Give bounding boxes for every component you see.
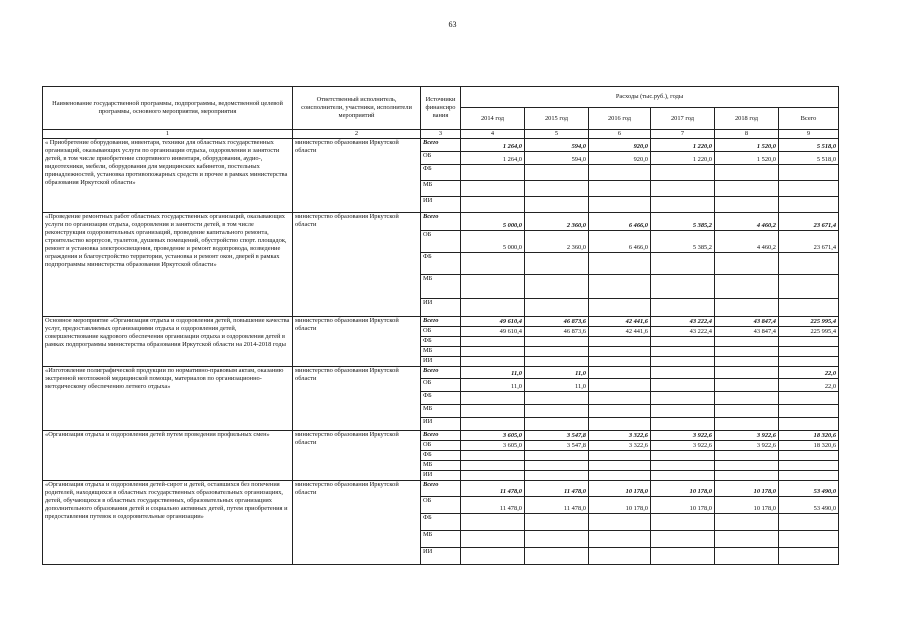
year-value-cell <box>525 347 589 357</box>
year-value-cell <box>651 367 715 379</box>
funding-source-cell: ИИ <box>421 299 461 317</box>
total-value-cell <box>779 392 839 405</box>
year-value-cell: 11,0 <box>461 379 525 392</box>
total-value-cell: 225 995,4 <box>779 327 839 337</box>
year-value-cell: 4 460,2 <box>715 213 779 231</box>
year-value-cell <box>715 392 779 405</box>
year-value-cell <box>525 197 589 213</box>
budget-table <box>42 86 839 565</box>
year-value-cell <box>651 451 715 461</box>
total-value-cell <box>779 514 839 531</box>
year-value-cell <box>651 471 715 481</box>
funding-source-cell: ФБ <box>421 337 461 347</box>
year-value-cell: 3 922,6 <box>715 441 779 451</box>
year-value-cell <box>525 299 589 317</box>
funding-source-cell: ОБ <box>421 441 461 451</box>
year-value-cell: 3 605,0 <box>461 431 525 441</box>
year-value-cell <box>525 165 589 181</box>
year-value-cell: 5 385,2 <box>651 231 715 253</box>
year-value-cell <box>461 337 525 347</box>
total-value-cell: 53 490,0 <box>779 497 839 514</box>
header-year-cell: 2018 год <box>715 108 779 130</box>
activity-name-cell: « Приобретение оборудования, инвентаря, техники для областных государственных организаций, оказывающих услуги по организации отдыха, оздоровления и занятости детей, в том числе приобретение спортивного инвентаря, оборудования, аудио-, видеотехники, мебели, оборудования для медицинских кабинетов, постельных принадлежностей, установка противопожарных средств и прочее в рамках министерства образования Иркутской области» <box>43 139 293 213</box>
year-value-cell <box>589 299 651 317</box>
funding-source-cell: МБ <box>421 275 461 299</box>
year-value-cell: 5 385,2 <box>651 213 715 231</box>
year-value-cell: 42 441,6 <box>589 327 651 337</box>
year-value-cell <box>461 181 525 197</box>
year-value-cell: 11 478,0 <box>525 497 589 514</box>
total-value-cell: 5 518,0 <box>779 152 839 165</box>
year-value-cell: 46 873,6 <box>525 317 589 327</box>
year-value-cell <box>461 299 525 317</box>
header-total-cell: Всего <box>779 108 839 130</box>
year-value-cell <box>525 548 589 565</box>
executor-cell: министерство образования Иркутской области <box>293 139 421 213</box>
column-number: 3 <box>421 130 461 139</box>
total-value-cell <box>779 357 839 367</box>
year-value-cell: 3 322,6 <box>589 441 651 451</box>
year-value-cell <box>715 367 779 379</box>
year-value-cell: 10 178,0 <box>589 497 651 514</box>
funding-source-cell: ОБ <box>421 327 461 337</box>
activity-name-cell: «Изготовление полиграфической продукции по нормативно-правовым актам, оказанию экстренной неотложной медицинской помощи, материалов по организационно-методическому обеспечению летнего отдыха» <box>43 367 293 431</box>
year-value-cell <box>651 357 715 367</box>
year-value-cell: 11 478,0 <box>525 481 589 497</box>
year-value-cell: 2 360,0 <box>525 231 589 253</box>
funding-source-cell: ИИ <box>421 418 461 431</box>
year-value-cell <box>589 253 651 275</box>
table-body <box>43 139 839 565</box>
year-value-cell <box>461 531 525 548</box>
total-value-cell <box>779 418 839 431</box>
total-value-cell <box>779 531 839 548</box>
year-value-cell <box>651 392 715 405</box>
year-value-cell <box>715 379 779 392</box>
table-row <box>43 431 839 441</box>
year-value-cell <box>461 405 525 418</box>
year-value-cell <box>715 531 779 548</box>
year-value-cell: 594,0 <box>525 139 589 152</box>
funding-source-cell: Всего <box>421 481 461 497</box>
total-value-cell <box>779 181 839 197</box>
year-value-cell: 1 264,0 <box>461 139 525 152</box>
year-value-cell <box>525 275 589 299</box>
total-value-cell <box>779 347 839 357</box>
year-value-cell <box>651 299 715 317</box>
year-value-cell: 46 873,6 <box>525 327 589 337</box>
year-value-cell <box>525 514 589 531</box>
year-value-cell: 6 466,0 <box>589 213 651 231</box>
funding-source-cell: ФБ <box>421 253 461 275</box>
funding-source-cell: МБ <box>421 181 461 197</box>
year-value-cell <box>715 451 779 461</box>
year-value-cell: 43 847,4 <box>715 317 779 327</box>
year-value-cell: 5 000,0 <box>461 231 525 253</box>
year-value-cell <box>525 418 589 431</box>
total-value-cell <box>779 451 839 461</box>
year-value-cell <box>589 357 651 367</box>
year-value-cell <box>589 337 651 347</box>
header-year-cell: 2014 год <box>461 108 525 130</box>
funding-source-cell: Всего <box>421 367 461 379</box>
executor-cell: министерство образования Иркутской области <box>293 431 421 481</box>
year-value-cell <box>715 299 779 317</box>
total-value-cell: 18 320,6 <box>779 441 839 451</box>
total-value-cell <box>779 165 839 181</box>
year-value-cell: 10 178,0 <box>651 481 715 497</box>
year-value-cell: 5 000,0 <box>461 213 525 231</box>
year-value-cell: 11,0 <box>461 367 525 379</box>
year-value-cell: 3 922,6 <box>715 431 779 441</box>
year-value-cell: 1 220,0 <box>651 152 715 165</box>
year-value-cell: 3 547,8 <box>525 441 589 451</box>
total-value-cell: 22,0 <box>779 367 839 379</box>
activity-name-cell: Основное мероприятие «Организация отдыха и оздоровления детей, повышение качества услуг, предоставляемых организациями отдыха и оздоровления детей, совершенствование кадрового обеспечения организации отдыха и оздоровления детей в рамках подпрограммы министерства образования Иркутской области на 2014-2018 годы <box>43 317 293 367</box>
year-value-cell: 2 360,0 <box>525 213 589 231</box>
year-value-cell <box>651 275 715 299</box>
executor-cell: министерство образования Иркутской области <box>293 481 421 565</box>
funding-source-cell: ИИ <box>421 548 461 565</box>
year-value-cell <box>651 418 715 431</box>
year-value-cell <box>525 531 589 548</box>
year-value-cell <box>589 392 651 405</box>
funding-source-cell: Всего <box>421 213 461 231</box>
year-value-cell: 1 520,0 <box>715 152 779 165</box>
year-value-cell: 43 222,4 <box>651 317 715 327</box>
header-year-cell: 2015 год <box>525 108 589 130</box>
year-value-cell: 11 478,0 <box>461 481 525 497</box>
column-number: 6 <box>589 130 651 139</box>
column-number: 2 <box>293 130 421 139</box>
year-value-cell <box>589 514 651 531</box>
year-value-cell: 6 466,0 <box>589 231 651 253</box>
funding-source-cell: ОБ <box>421 497 461 514</box>
column-number: 1 <box>43 130 293 139</box>
year-value-cell <box>589 548 651 565</box>
header-year-cell: 2017 год <box>651 108 715 130</box>
year-value-cell <box>715 405 779 418</box>
year-value-cell: 42 441,6 <box>589 317 651 327</box>
year-value-cell <box>715 197 779 213</box>
year-value-cell: 3 922,6 <box>651 431 715 441</box>
year-value-cell: 920,0 <box>589 139 651 152</box>
funding-source-cell: МБ <box>421 461 461 471</box>
year-value-cell <box>651 379 715 392</box>
year-value-cell: 49 610,4 <box>461 317 525 327</box>
year-value-cell: 3 322,6 <box>589 431 651 441</box>
year-value-cell <box>715 347 779 357</box>
total-value-cell <box>779 548 839 565</box>
year-value-cell <box>651 165 715 181</box>
table-row <box>43 139 839 152</box>
activity-name-cell: «Проведение ремонтных работ областных государственных организаций, оказывающих услуги по организации отдыха, оздоровления и занятости детей, в том числе реконструкция оздоровительных организаций, проведение капитального ремонта, строительство корпусов, туалетов, душевых помещений, обустройство спорт. площадок, ремонт и установка электроосвещения, проведение и ремонт водопровода, возведение ограждения и благоустройство территории, установка и ремонт окон, дверей в рамках подпрограммы министерства образования Иркутской области» <box>43 213 293 317</box>
total-value-cell <box>779 299 839 317</box>
table-row <box>43 481 839 497</box>
year-value-cell <box>589 418 651 431</box>
year-value-cell: 1 220,0 <box>651 139 715 152</box>
year-value-cell <box>589 379 651 392</box>
year-value-cell: 11,0 <box>525 379 589 392</box>
funding-source-cell: ФБ <box>421 451 461 461</box>
year-value-cell <box>461 471 525 481</box>
total-value-cell <box>779 405 839 418</box>
year-value-cell <box>589 471 651 481</box>
year-value-cell: 49 610,4 <box>461 327 525 337</box>
year-value-cell: 3 547,8 <box>525 431 589 441</box>
year-value-cell: 4 460,2 <box>715 231 779 253</box>
year-value-cell <box>461 165 525 181</box>
total-value-cell: 5 518,0 <box>779 139 839 152</box>
year-value-cell: 10 178,0 <box>715 481 779 497</box>
funding-source-cell: ФБ <box>421 514 461 531</box>
year-value-cell <box>525 471 589 481</box>
year-value-cell <box>525 392 589 405</box>
funding-source-cell: ИИ <box>421 471 461 481</box>
year-value-cell <box>715 514 779 531</box>
year-value-cell <box>461 461 525 471</box>
page-number: 63 <box>448 20 457 29</box>
year-value-cell: 10 178,0 <box>715 497 779 514</box>
year-value-cell <box>715 461 779 471</box>
year-value-cell <box>715 471 779 481</box>
column-number: 7 <box>651 130 715 139</box>
year-value-cell <box>651 181 715 197</box>
total-value-cell: 53 490,0 <box>779 481 839 497</box>
header-name-cell: Наименование государственной программы, подпрограммы, ведомственной целевой программы, основного мероприятия, мероприятия <box>43 87 293 130</box>
header-source-cell: Источники финансиро вания <box>421 87 461 130</box>
total-value-cell <box>779 197 839 213</box>
year-value-cell: 10 178,0 <box>651 497 715 514</box>
funding-source-cell: ИИ <box>421 197 461 213</box>
year-value-cell <box>589 405 651 418</box>
funding-source-cell: МБ <box>421 347 461 357</box>
executor-cell: министерство образования Иркутской области <box>293 317 421 367</box>
year-value-cell <box>589 165 651 181</box>
year-value-cell: 1 264,0 <box>461 152 525 165</box>
year-value-cell <box>461 253 525 275</box>
year-value-cell: 594,0 <box>525 152 589 165</box>
funding-source-cell: ФБ <box>421 392 461 405</box>
year-value-cell <box>589 367 651 379</box>
total-value-cell <box>779 461 839 471</box>
year-value-cell <box>715 181 779 197</box>
year-value-cell <box>651 514 715 531</box>
column-number: 8 <box>715 130 779 139</box>
total-value-cell <box>779 275 839 299</box>
year-value-cell: 43 222,4 <box>651 327 715 337</box>
total-value-cell <box>779 471 839 481</box>
column-number: 5 <box>525 130 589 139</box>
year-value-cell: 3 605,0 <box>461 441 525 451</box>
year-value-cell <box>525 337 589 347</box>
year-value-cell: 11,0 <box>525 367 589 379</box>
year-value-cell <box>589 531 651 548</box>
year-value-cell <box>461 275 525 299</box>
year-value-cell <box>525 451 589 461</box>
year-value-cell <box>715 418 779 431</box>
year-value-cell <box>715 253 779 275</box>
year-value-cell <box>461 347 525 357</box>
table-row <box>43 367 839 379</box>
year-value-cell <box>589 451 651 461</box>
year-value-cell <box>461 451 525 461</box>
total-value-cell: 23 671,4 <box>779 213 839 231</box>
year-value-cell <box>651 347 715 357</box>
year-value-cell <box>461 548 525 565</box>
column-number: 9 <box>779 130 839 139</box>
year-value-cell <box>525 181 589 197</box>
total-value-cell <box>779 337 839 347</box>
year-value-cell <box>525 461 589 471</box>
year-value-cell <box>715 357 779 367</box>
year-value-cell: 1 520,0 <box>715 139 779 152</box>
year-value-cell <box>715 165 779 181</box>
total-value-cell: 225 995,4 <box>779 317 839 327</box>
total-value-cell: 23 671,4 <box>779 231 839 253</box>
year-value-cell <box>715 548 779 565</box>
funding-source-cell: Всего <box>421 317 461 327</box>
header-expenses-cell: Расходы (тыс.руб.), годы <box>461 87 839 108</box>
year-value-cell <box>461 418 525 431</box>
year-value-cell <box>589 461 651 471</box>
year-value-cell <box>589 275 651 299</box>
column-number: 4 <box>461 130 525 139</box>
year-value-cell: 10 178,0 <box>589 481 651 497</box>
activity-name-cell: «Организация отдыха и оздоровления детей путем проведения профильных смен» <box>43 431 293 481</box>
total-value-cell: 22,0 <box>779 379 839 392</box>
year-value-cell <box>715 337 779 347</box>
funding-source-cell: ОБ <box>421 152 461 165</box>
year-value-cell <box>651 548 715 565</box>
year-value-cell <box>651 461 715 471</box>
funding-source-cell: ОБ <box>421 231 461 253</box>
year-value-cell: 920,0 <box>589 152 651 165</box>
year-value-cell <box>651 337 715 347</box>
header-year-cell: 2016 год <box>589 108 651 130</box>
header-exec-cell: Ответственный исполнитель, соисполнители, участники, исполнители мероприятий <box>293 87 421 130</box>
year-value-cell <box>589 181 651 197</box>
funding-source-cell: МБ <box>421 405 461 418</box>
total-value-cell: 18 320,6 <box>779 431 839 441</box>
year-value-cell <box>651 197 715 213</box>
funding-source-cell: ИИ <box>421 357 461 367</box>
executor-cell: министерство образования Иркутской области <box>293 367 421 431</box>
year-value-cell <box>651 531 715 548</box>
year-value-cell <box>525 405 589 418</box>
year-value-cell: 43 847,4 <box>715 327 779 337</box>
year-value-cell <box>461 392 525 405</box>
funding-source-cell: МБ <box>421 531 461 548</box>
table-row <box>43 317 839 327</box>
activity-name-cell: «Организация отдыха и оздоровления детей-сирот и детей, оставшихся без попечения родителей, находящихся в областных государственных образовательных организациях, детей, обучающихся в областных государственных, образовательных организациях дополнительного образования детей и социально активных детей, путем приобретения и предоставления путевок в оздоровительные организации» <box>43 481 293 565</box>
executor-cell: министерство образования Иркутской области <box>293 213 421 317</box>
funding-source-cell: Всего <box>421 139 461 152</box>
year-value-cell <box>461 514 525 531</box>
funding-source-cell: ОБ <box>421 379 461 392</box>
table-row <box>43 213 839 231</box>
year-value-cell <box>651 253 715 275</box>
year-value-cell <box>589 197 651 213</box>
funding-source-cell: Всего <box>421 431 461 441</box>
year-value-cell: 3 922,6 <box>651 441 715 451</box>
year-value-cell <box>525 357 589 367</box>
funding-source-cell: ФБ <box>421 165 461 181</box>
year-value-cell <box>461 197 525 213</box>
year-value-cell <box>525 253 589 275</box>
year-value-cell <box>589 347 651 357</box>
total-value-cell <box>779 253 839 275</box>
year-value-cell <box>715 275 779 299</box>
year-value-cell <box>651 405 715 418</box>
year-value-cell: 11 478,0 <box>461 497 525 514</box>
year-value-cell <box>461 357 525 367</box>
